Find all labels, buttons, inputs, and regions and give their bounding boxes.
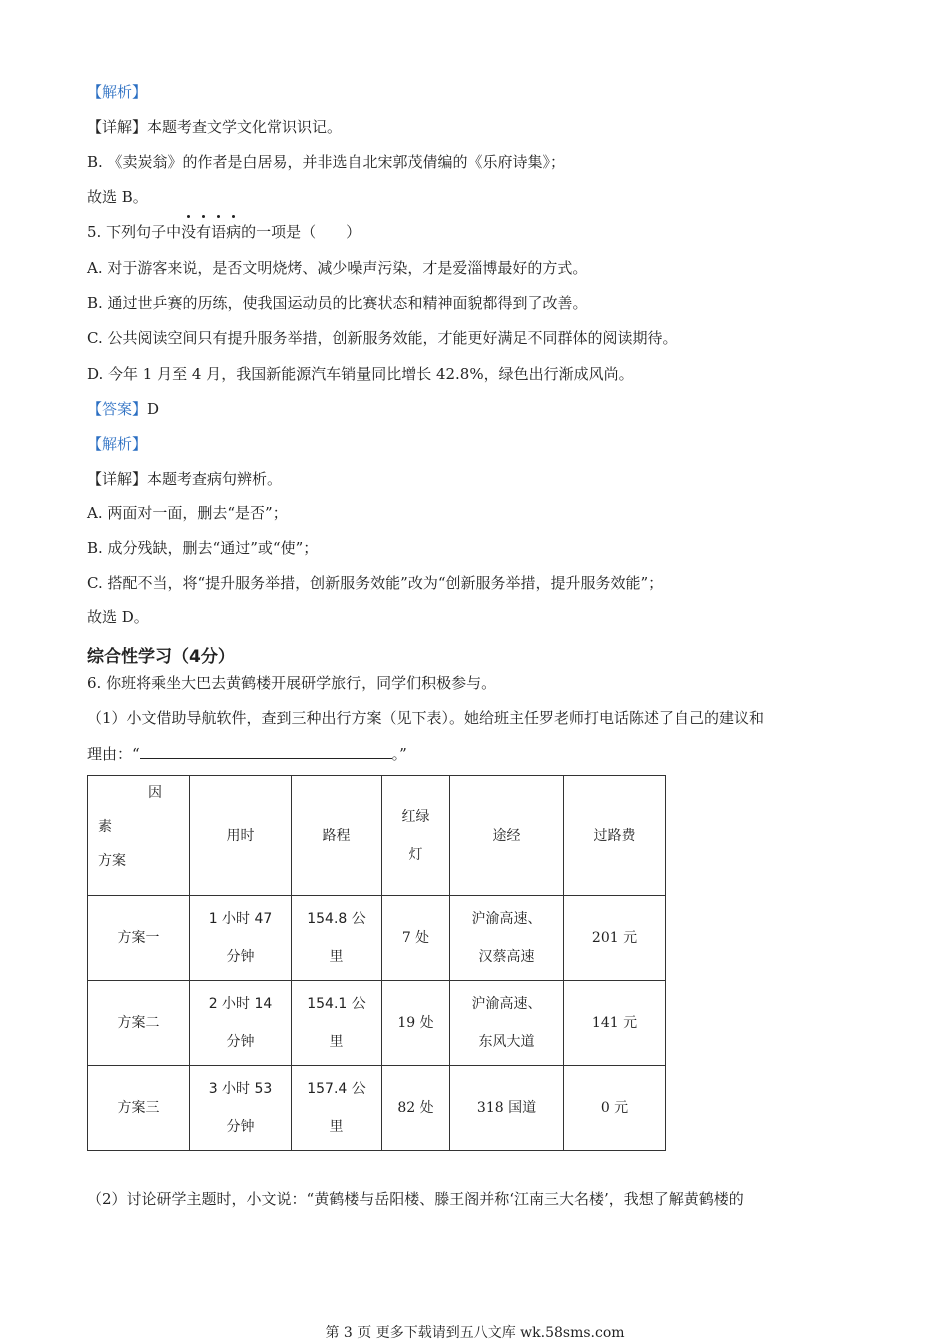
table-row (88, 1066, 666, 1151)
explanation-b-2: B. 成分残缺，删去“通过”或“使”； (87, 539, 319, 557)
option-b: B. 通过世乒赛的历练，使我国运动员的比赛状态和精神面貌都得到了改善。 (87, 294, 588, 312)
emphasis-char: 没 (181, 223, 197, 241)
plan-name: 方案三 (88, 1066, 190, 1151)
table-row (88, 981, 666, 1066)
question-5-prefix: 5. 下列句子中 (87, 223, 182, 241)
plan-route: 沪渝高速、 东风大道 (450, 981, 564, 1066)
plan-toll: 0 元 (564, 1066, 666, 1151)
corner-label: 因 (148, 785, 162, 801)
emphasis-char: 语 (211, 223, 227, 241)
emphasis-char: 病 (226, 223, 242, 241)
analysis-label-1: 【解析】 (87, 83, 148, 101)
plan-lights: 82 处 (382, 1066, 450, 1151)
detail-text-1: 【详解】本题考查文学文化常识识记。 (87, 118, 343, 136)
answer-value: D (147, 400, 160, 418)
section-heading: 综合性学习（4分） (87, 647, 235, 667)
plan-time: 3 小时 53 分钟 (190, 1066, 292, 1151)
plan-distance: 157.4 公 里 (292, 1066, 382, 1151)
question-6-1: （1）小文借助导航软件，查到三种出行方案（见下表）。她给班主任罗老师打电话陈述了自己的建议和 (87, 709, 765, 727)
header-cell-route: 途经 (450, 776, 564, 896)
corner-label: 方案 (98, 853, 126, 869)
plan-distance: 154.8 公 里 (292, 896, 382, 981)
option-c: C. 公共阅读空间只有提升服务举措，创新服务效能，才能更好满足不同群体的阅读期待。 (87, 329, 678, 347)
explanation-c: C. 搭配不当，将“提升服务举措，创新服务效能”改为“创新服务举措，提升服务效能”； (87, 574, 664, 592)
question-6: 6. 你班将乘坐大巴去黄鹤楼开展研学旅行，同学们积极参与。 (87, 674, 497, 692)
choose-b: 故选 B。 (87, 188, 148, 206)
plan-time: 2 小时 14 分钟 (190, 981, 292, 1066)
question-6-1-answer (87, 743, 407, 764)
table-header-row (88, 776, 666, 896)
corner-label: 素 (98, 819, 112, 835)
answer-line (87, 399, 159, 419)
travel-plan-table (87, 775, 666, 1151)
detail-text-2: 【详解】本题考查病句辨析。 (87, 470, 283, 488)
option-d: D. 今年 1 月至 4 月，我国新能源汽车销量同比增长 42.8%，绿色出行渐成风尚。 (87, 365, 634, 383)
plan-name: 方案一 (88, 896, 190, 981)
header-cell-lights: 红绿 灯 (382, 776, 450, 896)
header-cell-distance: 路程 (292, 776, 382, 896)
plan-route: 沪渝高速、 汉蔡高速 (450, 896, 564, 981)
plan-route: 318 国道 (450, 1066, 564, 1151)
table-row (88, 896, 666, 981)
question-5 (87, 222, 361, 242)
explanation-b: B. 《卖炭翁》的作者是白居易，并非选自北宋郭茂倩编的《乐府诗集》； (87, 153, 566, 171)
plan-toll: 201 元 (564, 896, 666, 981)
emphasis-char: 有 (196, 223, 212, 241)
explanation-a: A. 两面对一面，删去“是否”； (87, 504, 288, 522)
plan-lights: 19 处 (382, 981, 450, 1066)
plan-name: 方案二 (88, 981, 190, 1066)
answer-prefix: 理由：“ (87, 745, 140, 763)
question-5-suffix: 的一项是（ ） (241, 223, 362, 241)
table-corner-cell (88, 776, 190, 896)
answer-label: 【答案】 (87, 400, 148, 418)
plan-toll: 141 元 (564, 981, 666, 1066)
header-cell-toll: 过路费 (564, 776, 666, 896)
option-a: A. 对于游客来说，是否文明烧烤、减少噪声污染，才是爱淄博最好的方式。 (87, 259, 588, 277)
plan-time: 1 小时 47 分钟 (190, 896, 292, 981)
choose-d: 故选 D。 (87, 608, 149, 626)
plan-distance: 154.1 公 里 (292, 981, 382, 1066)
question-6-2: （2）讨论研学主题时，小文说：“黄鹤楼与岳阳楼、滕王阁并称‘江南三大名楼’，我想了解黄鹤楼的 (87, 1190, 744, 1208)
answer-blank[interactable] (140, 743, 392, 759)
analysis-label-2: 【解析】 (87, 435, 148, 453)
header-cell-time: 用时 (190, 776, 292, 896)
answer-suffix: 。” (391, 745, 407, 763)
page-footer: 第 3 页 更多下载请到五八文库 wk.58sms.com (325, 1325, 625, 1341)
plan-lights: 7 处 (382, 896, 450, 981)
